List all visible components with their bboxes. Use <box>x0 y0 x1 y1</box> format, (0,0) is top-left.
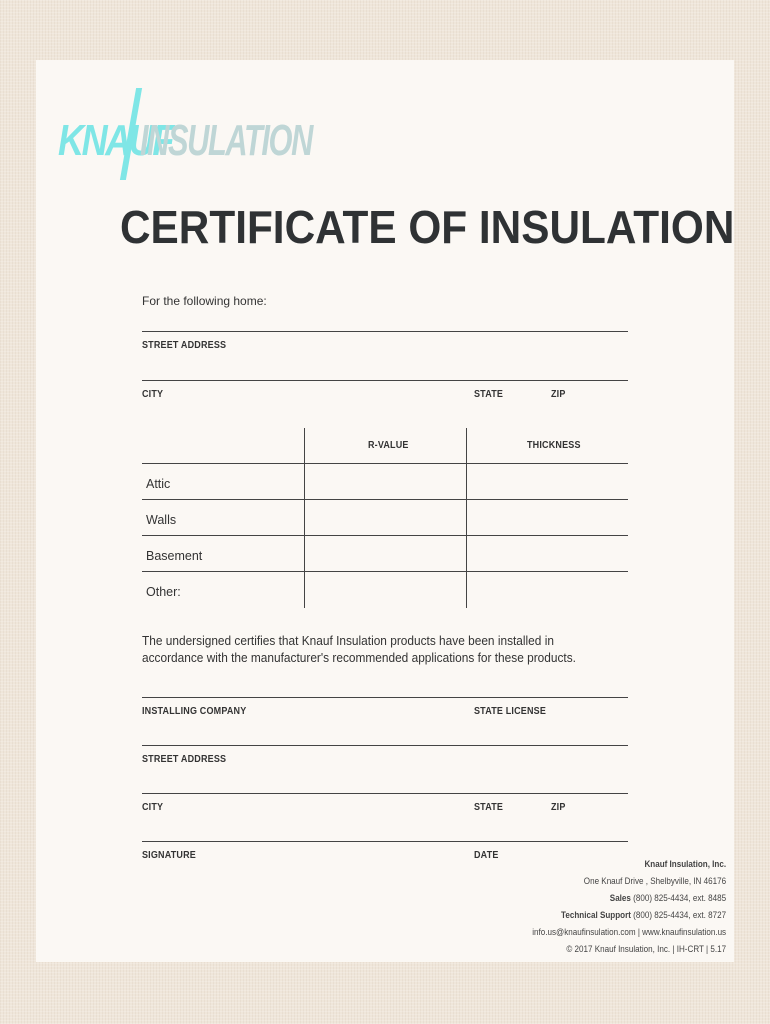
table-row-line <box>142 535 628 536</box>
state-license-label: STATE LICENSE <box>474 706 547 717</box>
column-header-thickness: THICKNESS <box>527 440 581 451</box>
page-title: CERTIFICATE OF INSULATION <box>120 201 735 253</box>
installer-zip-label: ZIP <box>551 802 566 813</box>
column-header-r-value: R-VALUE <box>368 440 409 451</box>
date-label: DATE <box>474 850 499 861</box>
footer-company: Knauf Insulation, Inc. <box>644 859 726 870</box>
table-row-line <box>142 463 628 464</box>
installer-city-label: CITY <box>142 802 164 813</box>
certificate-sheet <box>36 60 734 962</box>
home-zip-label: ZIP <box>551 389 566 400</box>
installing-company-line[interactable] <box>142 697 628 698</box>
home-street-label: STREET ADDRESS <box>142 340 227 351</box>
footer-support: (800) 825-4434, ext. 8727 <box>633 910 726 921</box>
logo-brand: KNAUF <box>58 116 172 165</box>
home-city-label: CITY <box>142 389 164 400</box>
installing-company-label: INSTALLING COMPANY <box>142 706 247 717</box>
table-row-other: Other: <box>146 585 181 599</box>
installer-city-line[interactable] <box>142 793 628 794</box>
footer-address: One Knauf Drive , Shelbyville, IN 46176 <box>583 876 726 887</box>
signature-label: SIGNATURE <box>142 850 196 861</box>
footer-copyright: © 2017 Knauf Insulation, Inc. | IH-CRT | 5.17 <box>566 944 726 955</box>
footer-sales: (800) 825-4434, ext. 8485 <box>633 893 726 904</box>
home-state-label: STATE <box>474 389 504 400</box>
logo-product: INSULATION <box>140 116 312 165</box>
street-address-line[interactable] <box>142 331 628 332</box>
table-divider-2 <box>466 428 467 608</box>
table-row-basement: Basement <box>146 549 203 563</box>
table-row-line <box>142 499 628 500</box>
table-row-attic: Attic <box>146 477 171 491</box>
city-state-zip-line[interactable] <box>142 380 628 381</box>
knauf-insulation-logo <box>58 88 312 184</box>
certification-statement: The undersigned certifies that Knauf Insulation products have been installed in accordance with the manufacturer's recommended applications for these products. <box>142 634 576 665</box>
table-divider-1 <box>304 428 305 608</box>
footer-sales-label: Sales <box>609 893 631 904</box>
installer-street-line[interactable] <box>142 745 628 746</box>
signature-line[interactable] <box>142 841 628 842</box>
installer-state-label: STATE <box>474 802 504 813</box>
installer-street-label: STREET ADDRESS <box>142 754 227 765</box>
footer-email-web[interactable]: info.us@knaufinsulation.com | www.knaufinsulation.us <box>532 927 726 938</box>
table-row-walls: Walls <box>146 513 177 527</box>
intro-text: For the following home: <box>142 294 267 308</box>
company-contact-footer <box>532 856 726 958</box>
table-row-line <box>142 571 628 572</box>
footer-support-label: Technical Support <box>560 910 631 921</box>
